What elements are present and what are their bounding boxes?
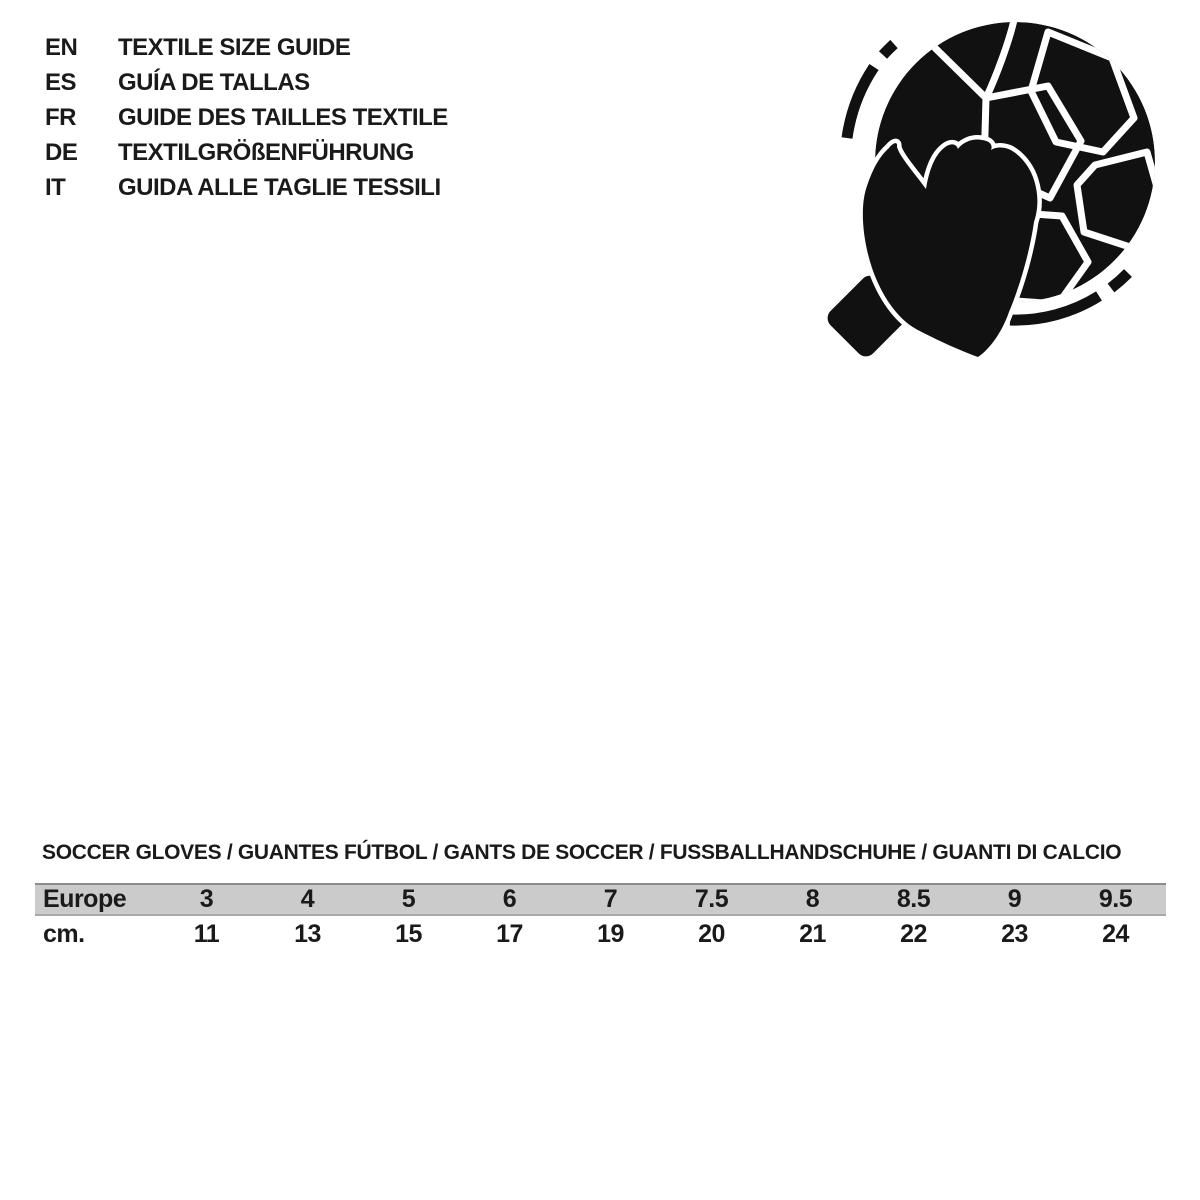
language-row-en <box>45 30 448 65</box>
size-cell: 24 <box>1102 920 1129 948</box>
language-label: TEXTILE SIZE GUIDE <box>118 34 351 61</box>
size-cell: 4 <box>300 885 315 913</box>
size-cell: 7.5 <box>694 885 729 913</box>
language-label: GUIDA ALLE TAGLIE TESSILI <box>118 174 441 201</box>
size-cell: 13 <box>294 920 321 948</box>
size-cell: 23 <box>1001 920 1028 948</box>
size-cell: 9.5 <box>1098 885 1133 913</box>
size-table-title: SOCCER GLOVES / GUANTES FÚTBOL / GANTS DE SOCCER / FUSSBALLHANDSCHUHE / GUANTI DI CALCIO <box>42 841 1122 864</box>
size-row-cm <box>35 915 1166 953</box>
row-label: cm. <box>43 920 85 948</box>
language-row-es <box>45 65 448 100</box>
size-table-section <box>35 841 1166 953</box>
size-cell: 7 <box>603 885 618 913</box>
size-cell: 6 <box>502 885 517 913</box>
language-code: EN <box>45 34 78 61</box>
language-label: GUÍA DE TALLAS <box>118 69 310 96</box>
language-row-de <box>45 135 448 170</box>
size-cell: 22 <box>900 920 927 948</box>
language-label: GUIDE DES TAILLES TEXTILE <box>118 104 448 131</box>
language-code: IT <box>45 174 66 201</box>
row-label: Europe <box>43 885 127 913</box>
language-code: DE <box>45 139 78 166</box>
size-cell: 3 <box>199 885 214 913</box>
size-cell: 11 <box>193 920 220 948</box>
language-code: ES <box>45 69 77 96</box>
size-row-europe <box>35 884 1166 915</box>
language-row-fr <box>45 100 448 135</box>
size-cell: 20 <box>698 920 725 948</box>
language-code: FR <box>45 104 76 131</box>
goalkeeper-glove-ball-icon <box>800 0 1200 400</box>
goalkeeper-glove <box>823 140 1037 361</box>
size-cell: 8.5 <box>896 885 931 913</box>
size-cell: 19 <box>597 920 624 948</box>
size-cell: 8 <box>805 885 820 913</box>
size-cell: 5 <box>401 885 416 913</box>
language-guide-list <box>45 30 448 205</box>
size-cell: 15 <box>395 920 422 948</box>
language-label: TEXTILGRÖßENFÜHRUNG <box>118 139 414 166</box>
language-row-it <box>45 170 448 205</box>
size-table <box>35 883 1166 953</box>
size-cell: 21 <box>799 920 826 948</box>
size-cell: 17 <box>496 920 523 948</box>
size-cell: 9 <box>1007 885 1022 913</box>
